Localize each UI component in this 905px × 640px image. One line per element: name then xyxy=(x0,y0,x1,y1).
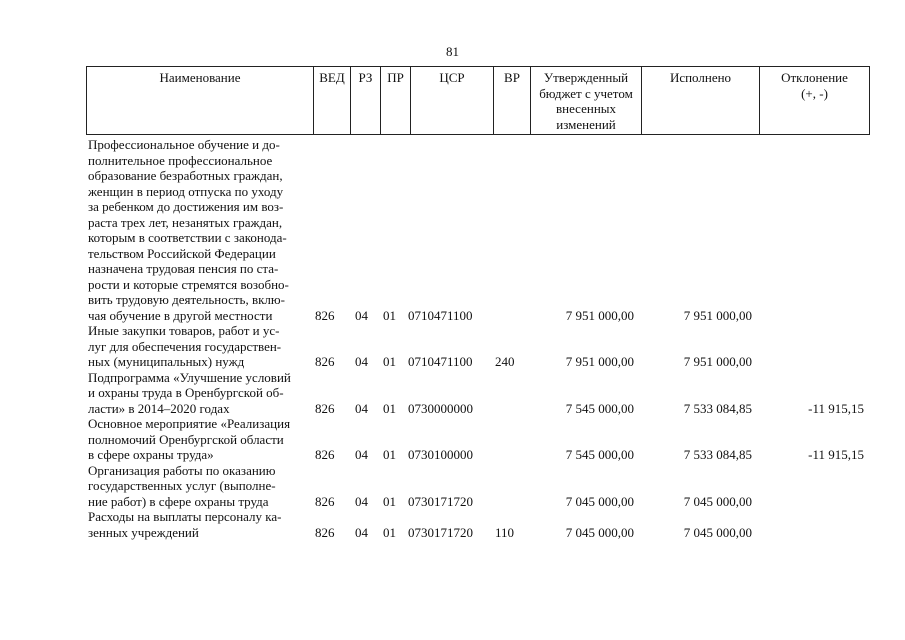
row-rz: 04 xyxy=(355,400,368,416)
row-ved: 826 xyxy=(315,307,335,323)
header-vr: ВР xyxy=(493,67,530,134)
header-approved-budget: Утвержденный бюджет с учетом внесенных изменений xyxy=(530,67,641,134)
row-name: Профессиональное обучение и до- полнительное профессиональное образование безработных граждан, женщин в период отпуска по уходу за ребенком до достижения им воз- раста трех лет, незанятых граждан, которым в соответствии с законода- тельством Российской Федерации назначена трудовая пенсия по ста- рости и которые стремятся возобно- вить трудовую деятельность, вклю- чая обучение в другой местности xyxy=(88,137,289,323)
row-approved: 7 045 000,00 xyxy=(565,493,634,509)
row-executed: 7 951 000,00 xyxy=(683,307,752,323)
row-pr: 01 xyxy=(383,493,396,509)
row-vr: 240 xyxy=(495,354,515,369)
row-ved: 826 xyxy=(315,493,335,509)
row-name: Подпрограмма «Улучшение условий и охраны труда в Оренбургской об- ласти» в 2014–2020 годах xyxy=(88,369,291,416)
table-row xyxy=(86,323,870,370)
row-name: Иные закупки товаров, работ и ус- луг для обеспечения государствен- ных (муниципальных) нужд xyxy=(88,323,282,369)
row-approved: 7 951 000,00 xyxy=(565,307,634,323)
row-approved: 7 545 000,00 xyxy=(565,447,634,462)
row-executed: 7 533 084,85 xyxy=(683,400,752,416)
row-vr: 110 xyxy=(495,524,515,540)
table-body xyxy=(86,137,870,540)
row-ved: 826 xyxy=(315,447,335,462)
header-executed: Исполнено xyxy=(641,67,759,134)
row-ved: 826 xyxy=(315,400,335,416)
row-ved: 826 xyxy=(315,354,335,369)
row-approved: 7 545 000,00 xyxy=(565,400,634,416)
row-name: Расходы на выплаты персоналу ка- зенных учреждений xyxy=(88,509,282,540)
header-rz: РЗ xyxy=(350,67,380,134)
row-csr: 0730100000 xyxy=(408,447,473,462)
header-pr: ПР xyxy=(380,67,410,134)
row-approved: 7 951 000,00 xyxy=(565,354,634,369)
table-row xyxy=(86,509,870,540)
table-row xyxy=(86,416,870,463)
row-name: Основное мероприятие «Реализация полномочий Оренбургской области в сфере охраны труда» xyxy=(88,416,291,462)
header-ved: ВЕД xyxy=(313,67,350,134)
row-approved: 7 045 000,00 xyxy=(565,524,634,540)
row-pr: 01 xyxy=(383,447,396,462)
page-number: 81 xyxy=(446,44,459,59)
row-executed: 7 045 000,00 xyxy=(683,524,752,540)
row-pr: 01 xyxy=(383,524,396,540)
row-csr: 0710471100 xyxy=(408,354,473,369)
row-csr: 0710471100 xyxy=(408,307,473,323)
row-name: Организация работы по оказанию государственных услуг (выполне- ние работ) в сфере охраны труда xyxy=(88,462,276,509)
row-rz: 04 xyxy=(355,307,368,323)
row-deviation: -11 915,15 xyxy=(808,400,864,416)
row-pr: 01 xyxy=(383,354,396,369)
row-executed: 7 951 000,00 xyxy=(683,354,752,369)
table-row xyxy=(86,463,870,510)
row-csr: 0730171720 xyxy=(408,493,473,509)
row-deviation: -11 915,15 xyxy=(808,447,864,462)
row-pr: 01 xyxy=(383,400,396,416)
row-rz: 04 xyxy=(355,354,368,369)
row-pr: 01 xyxy=(383,307,396,323)
table-header xyxy=(86,66,870,135)
row-rz: 04 xyxy=(355,493,368,509)
table-row xyxy=(86,137,870,323)
row-executed: 7 533 084,85 xyxy=(683,447,752,462)
table-row xyxy=(86,370,870,417)
row-csr: 0730000000 xyxy=(408,400,473,416)
row-executed: 7 045 000,00 xyxy=(683,493,752,509)
row-rz: 04 xyxy=(355,447,368,462)
row-csr: 0730171720 xyxy=(408,524,473,540)
header-csr: ЦСР xyxy=(410,67,493,134)
header-deviation: Отклонение (+, -) xyxy=(759,67,869,134)
row-ved: 826 xyxy=(315,524,335,540)
header-name: Наименование xyxy=(159,70,241,85)
row-rz: 04 xyxy=(355,524,368,540)
